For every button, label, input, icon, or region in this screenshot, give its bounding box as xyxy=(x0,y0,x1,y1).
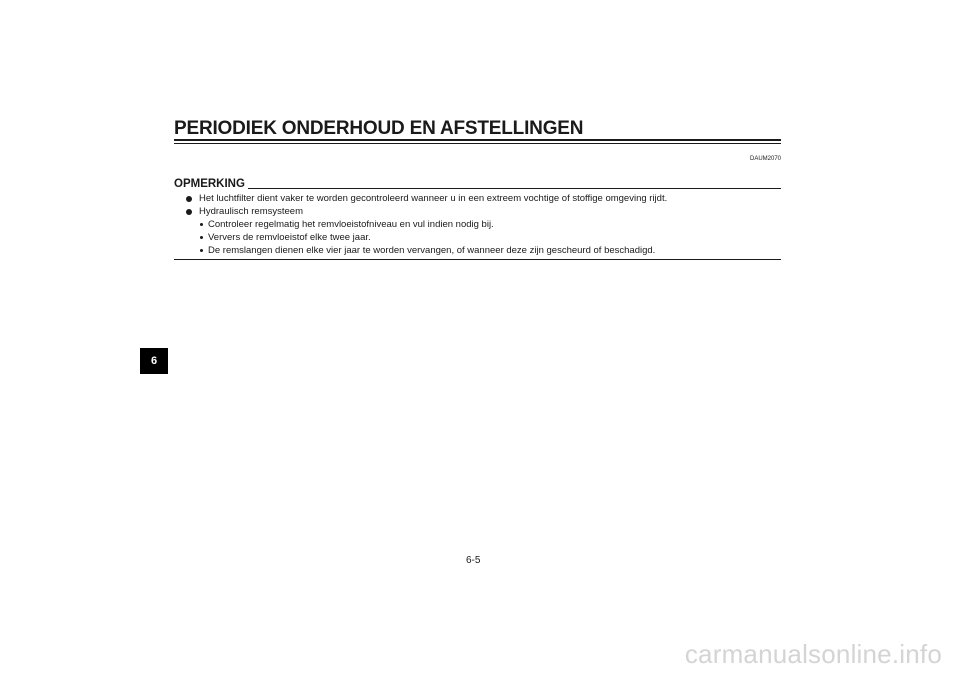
title-divider xyxy=(174,139,781,141)
note-sub-item xyxy=(200,218,776,231)
note-item xyxy=(186,205,776,218)
note-item xyxy=(186,192,776,205)
chapter-tab: 6 xyxy=(140,348,168,374)
note-sub-item-text: Ververs de remvloeistof elke twee jaar. xyxy=(208,232,371,243)
page-title: PERIODIEK ONDERHOUD EN AFSTELLINGEN xyxy=(174,118,584,139)
note-header-rule xyxy=(248,188,781,189)
bullet-dot-icon xyxy=(186,209,192,215)
watermark: carmanualsonline.info xyxy=(684,639,942,669)
note-header xyxy=(174,177,781,191)
note-label: OPMERKING xyxy=(174,178,245,190)
note-body xyxy=(186,192,776,257)
sub-bullet-icon xyxy=(200,223,203,226)
note-sub-item-text: Controleer regelmatig het remvloeistofniveau en vul indien nodig bij. xyxy=(208,219,494,230)
note-item-text: Het luchtfilter dient vaker te worden gecontroleerd wanneer u in een extreem vochtige of stoffige omgeving rijdt. xyxy=(199,193,668,204)
document-code: DAUM2070 xyxy=(749,156,781,162)
note-sub-item xyxy=(200,231,776,244)
note-end-divider xyxy=(174,259,781,260)
sub-bullet-icon xyxy=(200,236,203,239)
note-sub-item-text: De remslangen dienen elke vier jaar te worden vervangen, of wanneer deze zijn gescheurd of beschadigd. xyxy=(208,245,656,256)
title-divider-thin xyxy=(174,143,781,144)
sub-bullet-icon xyxy=(200,249,203,252)
note-sub-item xyxy=(200,244,776,257)
note-sub-list xyxy=(186,218,776,257)
page-number: 6-5 xyxy=(466,555,481,566)
note-item-text: Hydraulisch remsysteem xyxy=(199,206,303,217)
bullet-dot-icon xyxy=(186,196,192,202)
